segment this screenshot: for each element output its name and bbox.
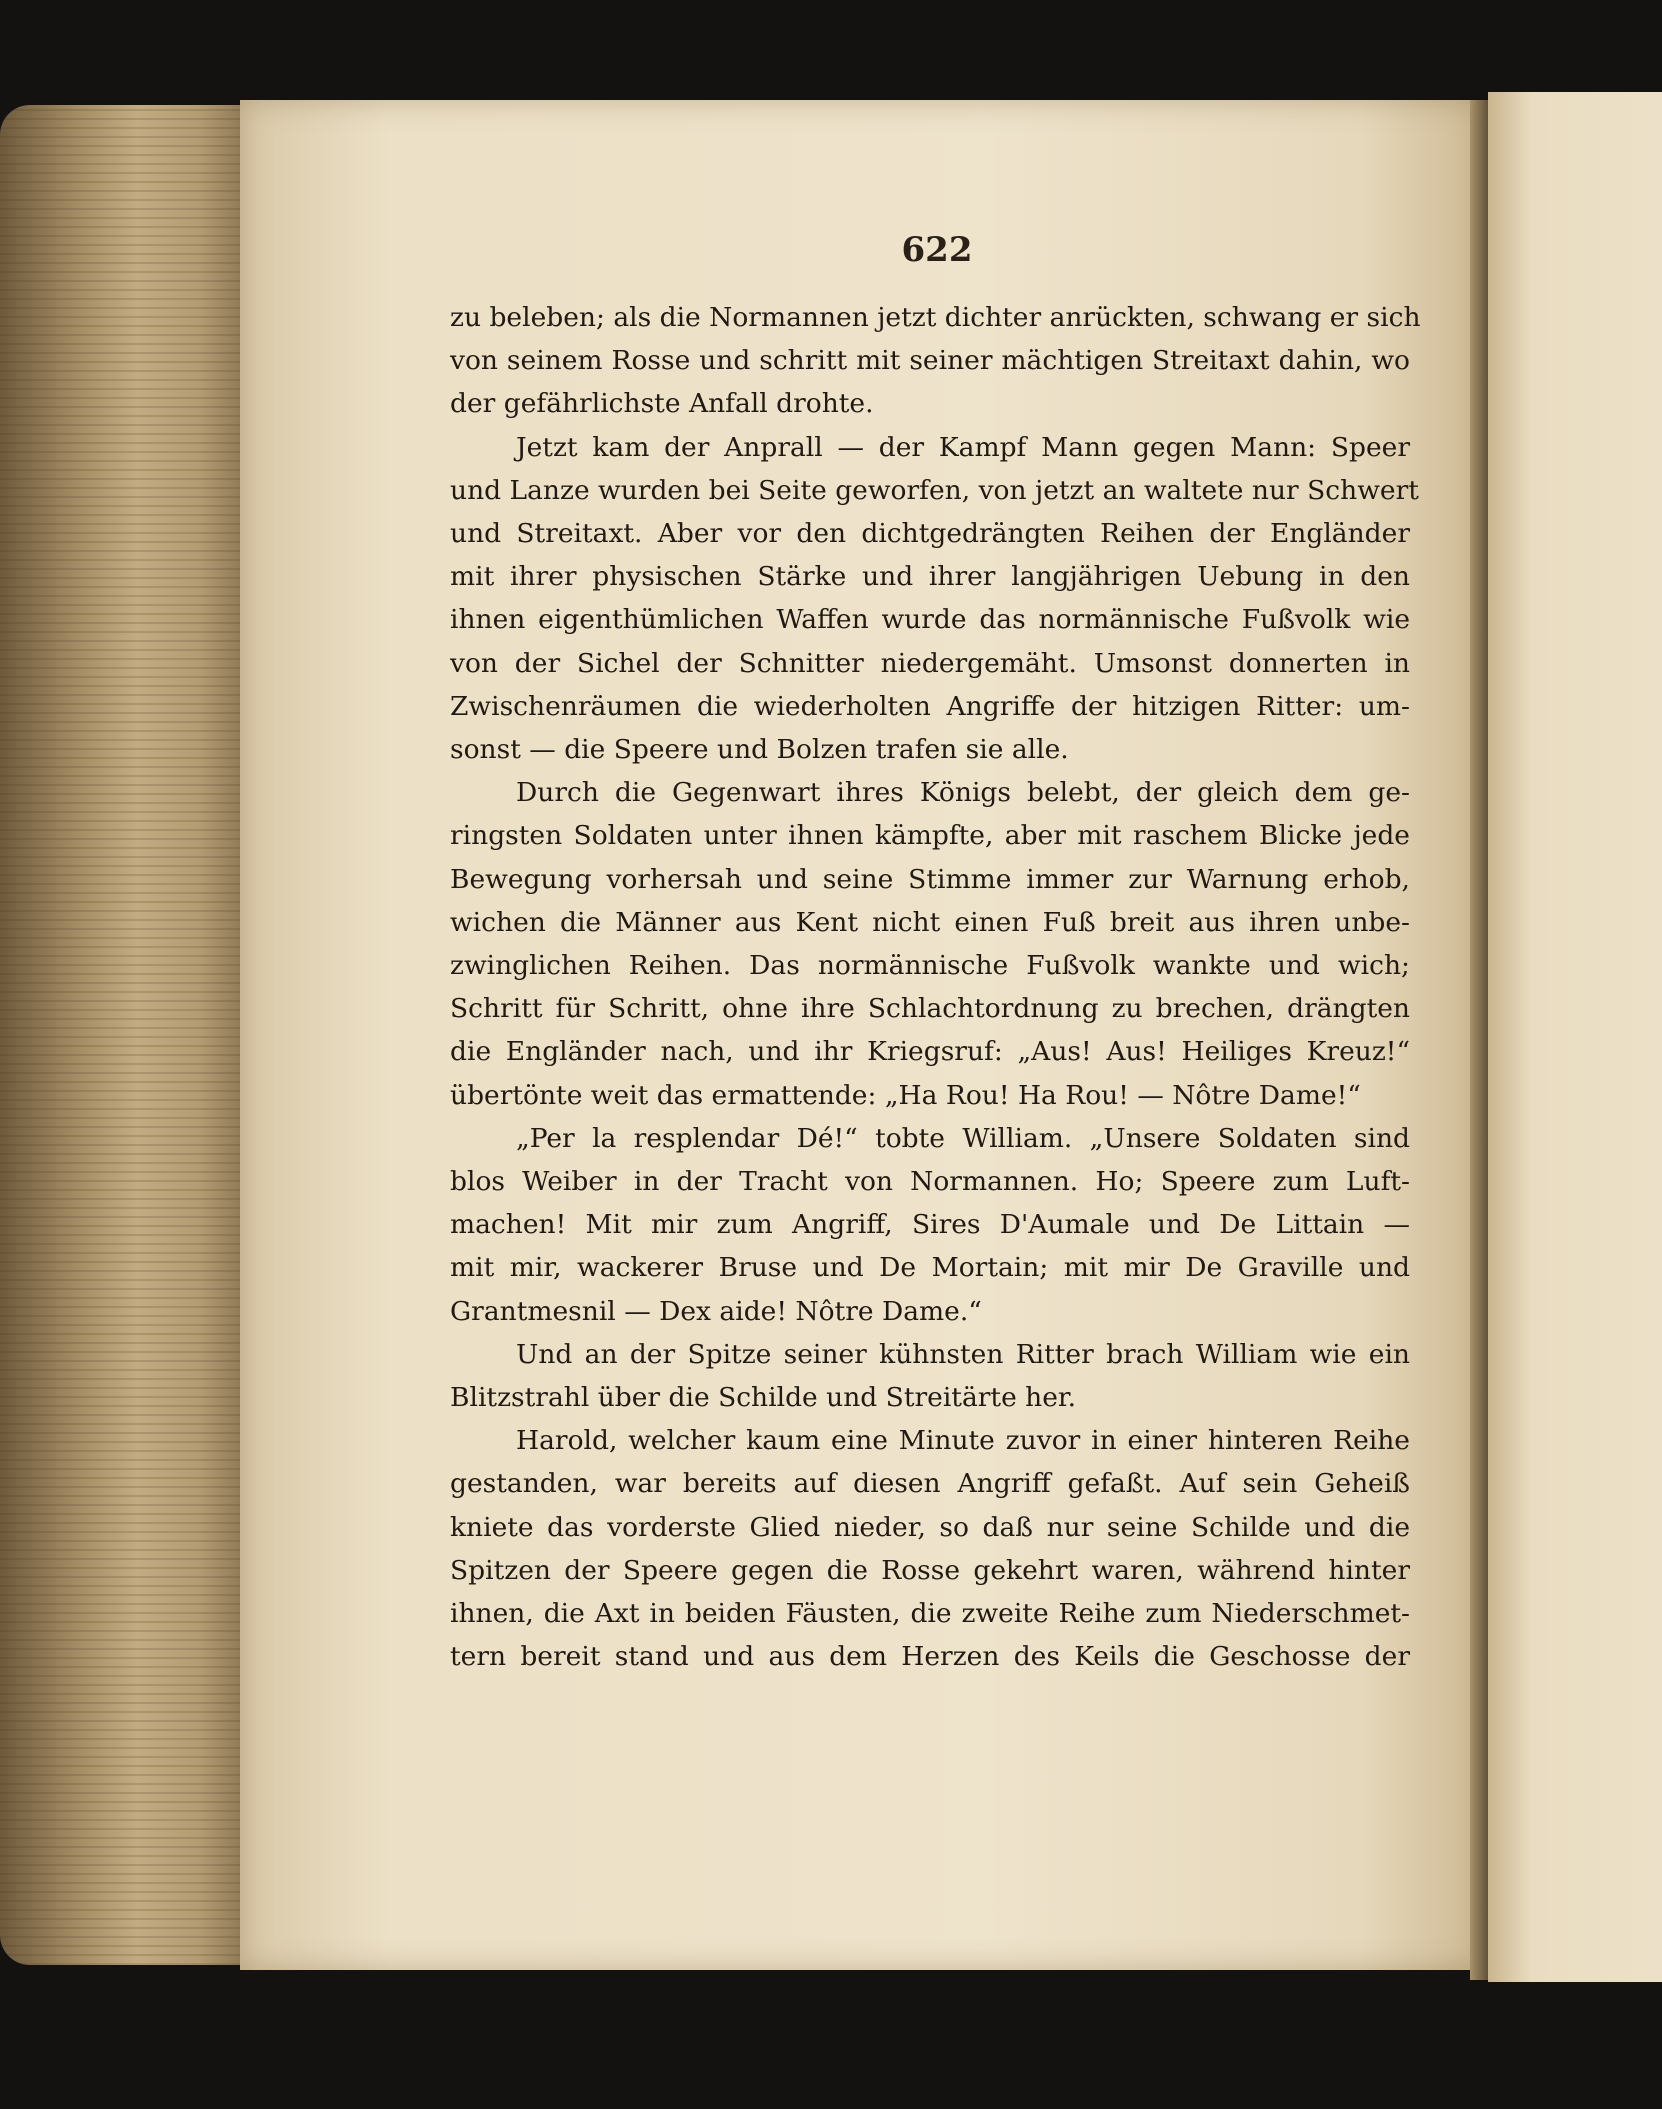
text-line: kniete das vorderste Glied nieder, so daß nur seine Schilde und die [450, 1511, 1410, 1543]
text-line: tern bereit stand und aus dem Herzen des Keils die Geschosse der [450, 1641, 1410, 1673]
text-line: Durch die Gegenwart ihres Königs belebt, der gleich dem ge- [516, 777, 1410, 809]
text-line: Zwischenräumen die wiederholten Angriffe der hitzigen Ritter: um- [450, 690, 1410, 722]
text-line: von seinem Rosse und schritt mit seiner mächtigen Streitaxt dahin, wo [450, 345, 1410, 377]
text-line: Harold, welcher kaum eine Minute zuvor in einer hinteren Reihe [516, 1425, 1410, 1457]
text-line: Spitzen der Speere gegen die Rosse gekehrt waren, während hinter [450, 1554, 1410, 1586]
text-line: machen! Mit mir zum Angriff, Sires D'Aumale und De Littain — [450, 1209, 1410, 1241]
text-line: mit mir, wackerer Bruse und De Mortain; mit mir De Graville und [450, 1252, 1410, 1284]
text-line: Blitzstrahl über die Schilde und Streitärte her. [450, 1382, 1077, 1414]
text-line: gestanden, war bereits auf diesen Angriff gefaßt. Auf sein Geheiß [450, 1468, 1410, 1500]
text-line: Bewegung vorhersah und seine Stimme immer zur Warnung erhob, [450, 863, 1410, 895]
text-line: sonst — die Speere und Bolzen trafen sie alle. [450, 734, 1069, 766]
text-line: Jetzt kam der Anprall — der Kampf Mann gegen Mann: Speer [516, 431, 1410, 463]
page-number: 622 [901, 230, 973, 270]
page-stack-edge [0, 105, 250, 1965]
text-line: blos Weiber in der Tracht von Normannen. Ho; Speere zum Luft- [450, 1166, 1410, 1198]
text-line: ihnen eigenthümlichen Waffen wurde das normännische Fußvolk wie [450, 604, 1410, 636]
text-line: und Lanze wurden bei Seite geworfen, von jetzt an waltete nur Schwert [450, 474, 1419, 506]
text-line: mit ihrer physischen Stärke und ihrer langjährigen Uebung in den [450, 561, 1410, 593]
text-line: übertönte weit das ermattende: „Ha Rou! Ha Rou! — Nôtre Dame!“ [450, 1079, 1361, 1111]
text-line: zwinglichen Reihen. Das normännische Fußvolk wankte und wich; [450, 950, 1410, 982]
right-page-fragment [1488, 92, 1662, 1982]
book-gutter [1470, 100, 1490, 1980]
text-line: von der Sichel der Schnitter niedergemäht. Umsonst donnerten in [450, 647, 1410, 679]
text-line: die Engländer nach, und ihr Kriegsruf: „Aus! Aus! Heiliges Kreuz!“ [450, 1036, 1410, 1068]
text-line: Grantmesnil — Dex aide! Nôtre Dame.“ [450, 1295, 982, 1327]
text-line: „Per la resplendar Dé!“ tobte William. „Unsere Soldaten sind [516, 1122, 1410, 1154]
text-line: Schritt für Schritt, ohne ihre Schlachtordnung zu brechen, drängten [450, 993, 1410, 1025]
text-line: ringsten Soldaten unter ihnen kämpfte, aber mit raschem Blicke jede [450, 820, 1410, 852]
text-line: und Streitaxt. Aber vor den dichtgedrängten Reihen der Engländer [450, 518, 1410, 550]
page-body-text [450, 296, 1421, 1679]
text-line: ihnen, die Axt in beiden Fäusten, die zweite Reihe zum Niederschmet- [450, 1598, 1410, 1630]
text-line: der gefährlichste Anfall drohte. [450, 388, 874, 420]
text-line: wichen die Männer aus Kent nicht einen Fuß breit aus ihren unbe- [450, 906, 1410, 938]
text-line: Und an der Spitze seiner kühnsten Ritter brach William wie ein [516, 1338, 1410, 1370]
text-line: zu beleben; als die Normannen jetzt dichter anrückten, schwang er sich [450, 302, 1421, 333]
